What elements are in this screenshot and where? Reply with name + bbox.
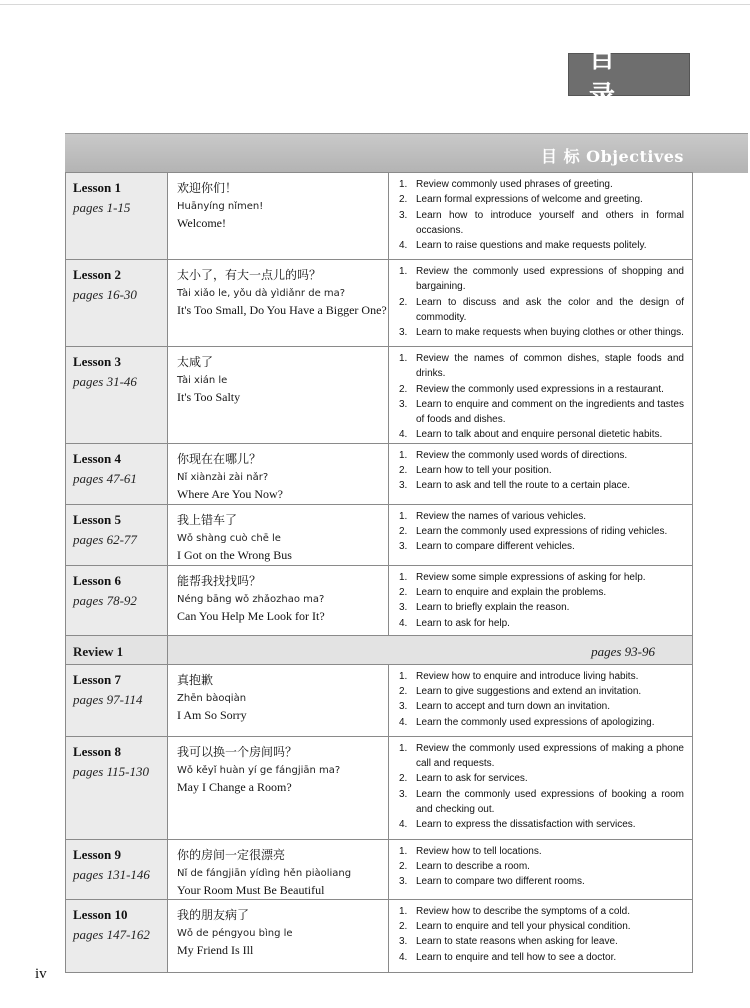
objective-number: 2. [399,194,408,206]
lesson-title-pinyin: Wǒ de péngyou bìng le [177,927,293,939]
lesson-info-cell [66,664,168,736]
objective-item [399,715,684,730]
objective-text: Learn to describe a room. [416,861,530,873]
lesson-row [66,504,693,565]
objective-number: 1. [399,179,408,190]
lesson-pages: pages 47-61 [73,470,137,486]
objectives-cell [389,443,693,504]
objective-text: Learn to enquire and comment on the ingredients and tastes of foods and dishes. [416,398,684,426]
objective-item [399,192,684,207]
objective-text: Learn to ask for services. [416,773,528,785]
objective-item [399,699,684,714]
objective-number: 3. [399,936,408,948]
objective-text: Learn to ask and tell the route to a certain place. [416,480,631,492]
lesson-row [66,443,693,504]
objective-text: Learn formal expressions of welcome and greeting. [416,194,643,206]
objective-item [399,950,684,965]
objective-item [399,539,684,554]
lesson-title-pinyin: Nǐ xiànzài zài nǎr? [177,471,269,483]
lesson-title-cell [168,260,389,347]
lesson-title-chinese: 你现在在哪儿？ [177,451,262,466]
lesson-title-chinese: 我上错车了 [177,512,238,527]
objective-text: Learn to state reasons when asking for leave. [416,936,618,948]
objective-item [399,600,684,615]
objectives-list [399,741,684,833]
lesson-info-cell [66,565,168,635]
objectives-list [399,844,684,890]
lesson-title-cell [168,899,389,972]
objective-item [399,817,684,832]
objective-number: 1. [399,845,408,857]
lesson-name: Lesson 2 [73,267,122,282]
objective-text: Review the commonly used expressions in a restaurant. [416,383,664,395]
lesson-name: Lesson 10 [73,906,128,922]
objective-text: Learn to ask for help. [416,617,510,629]
lesson-title-cell [168,839,389,899]
objectives-list [399,351,684,443]
objectives-list [399,570,684,631]
objective-text: Learn to enquire and explain the problems. [416,587,607,599]
objective-number: 1. [399,670,408,682]
lesson-title-chinese: 真抱歉 [177,672,214,687]
objective-number: 1. [399,742,408,754]
lesson-pages: pages 147-162 [73,926,150,942]
objective-item [399,264,684,295]
lesson-title-english: I Got on the Wrong Bus [177,547,292,562]
objective-text: Learn the commonly used expressions of booking a room and checking out. [416,788,684,815]
objectives-cell [389,173,693,260]
objective-number: 3. [399,398,408,410]
objective-text: Learn the commonly used expressions of apologizing. [416,716,655,728]
objective-text: Review the commonly used expressions of making a phone call and requests. [416,742,684,770]
objective-number: 1. [399,905,408,917]
objective-item [399,874,684,889]
objective-text: Learn how to tell your position. [416,465,552,477]
review-row [66,635,693,664]
lesson-title-pinyin: Tài xiǎo le, yǒu dà yìdiǎnr de ma? [177,288,346,299]
objective-number: 3. [399,701,408,713]
lesson-title-pinyin: Zhēn bàoqiàn [177,692,247,704]
page-number: iv [35,966,47,982]
lesson-title-chinese: 能帮我找找吗？ [177,573,262,588]
objective-text: Learn to raise questions and make requests politely. [416,240,647,252]
objective-item [399,524,684,539]
lesson-title-pinyin: Tài xián le [177,375,228,386]
objective-item [399,771,684,786]
objective-item [399,741,684,772]
objective-number: 2. [399,383,408,395]
objective-item [399,919,684,934]
objective-number: 1. [399,571,408,583]
lesson-info-cell [66,443,168,504]
objective-number: 2. [399,465,408,477]
objective-text: Learn to give suggestions and extend an invitation. [416,686,642,698]
lesson-name: Lesson 9 [73,846,122,862]
objective-text: Learn to express the dissatisfaction with services. [416,819,636,831]
review-name-cell [66,635,168,664]
page-title: 目 录 [568,53,690,96]
lesson-info-cell [66,347,168,444]
objective-text: Review the commonly used expressions of shopping and bargaining. [416,266,684,293]
lesson-title-pinyin: Huānyíng nǐmen! [177,201,264,212]
lesson-title-chinese: 我的朋友病了 [177,907,250,922]
lesson-row [66,173,693,260]
lesson-pages: pages 62-77 [73,531,137,547]
objective-item [399,684,684,699]
objective-number: 4. [399,617,408,629]
objective-item [399,208,684,239]
table-header-bar [65,133,748,173]
objective-text: Learn to accept and turn down an invitation. [416,701,611,713]
objective-number: 3. [399,788,408,800]
objectives-list [399,448,684,494]
objective-text: Learn how to introduce yourself and others in formal occasions. [416,209,684,236]
objective-number: 4. [399,716,408,728]
objective-number: 3. [399,209,408,221]
objective-item [399,448,684,463]
objective-number: 1. [399,449,408,461]
lesson-title-chinese: 你的房间一定很漂亮 [177,847,286,862]
lesson-title-pinyin: Néng bāng wǒ zhǎozhao ma? [177,593,325,605]
objectives-list [399,509,684,555]
objective-number: 4. [399,429,408,441]
lesson-info-cell [66,173,168,260]
lesson-name: Lesson 4 [73,450,122,466]
lesson-pages: pages 115-130 [73,763,149,779]
objective-text: Learn to talk about and enquire personal dietetic habits. [416,429,663,441]
objective-item [399,859,684,874]
objectives-cell [389,565,693,635]
lesson-title-english: Where Are You Now? [177,486,283,501]
objective-number: 2. [399,526,408,538]
lesson-title-chinese: 太小了，有大一点儿的吗？ [177,268,322,282]
objective-text: Learn to briefly explain the reason. [416,602,570,614]
objective-item [399,238,684,253]
objectives-heading: 目 标 Objectives [541,147,684,166]
objectives-cell [389,504,693,565]
objective-number: 4. [399,819,408,831]
lesson-title-cell [168,173,389,260]
lesson-title-chinese: 欢迎你们！ [177,181,238,195]
lesson-info-cell [66,899,168,972]
lesson-row [66,839,693,899]
objectives-cell [389,899,693,972]
objective-number: 3. [399,602,408,614]
objective-number: 3. [399,876,408,888]
objective-text: Learn to discuss and ask the color and the design of commodity. [416,296,684,323]
lesson-row [66,899,693,972]
lesson-row [66,347,693,444]
objective-number: 1. [399,510,408,522]
review-pages-cell [168,635,693,664]
objective-item [399,478,684,493]
objective-item [399,397,684,428]
lesson-title-english: It's Too Salty [177,390,241,404]
lesson-title-english: Welcome! [177,216,227,230]
objective-item [399,669,684,684]
lesson-info-cell [66,504,168,565]
objectives-list [399,264,684,340]
lesson-title-chinese: 太咸了 [177,355,214,369]
lesson-title-english: May I Change a Room? [177,779,292,794]
lesson-title-pinyin: Wǒ kěyǐ huàn yí ge fángjiān ma? [177,764,341,776]
objective-text: Review how to describe the symptoms of a cold. [416,905,630,917]
review-pages: pages 93-96 [591,643,655,659]
lesson-title-pinyin: Wǒ shàng cuò chē le [177,532,281,544]
objective-number: 4. [399,951,408,963]
objective-number: 2. [399,686,408,698]
objective-item [399,177,684,192]
objective-number: 3. [399,541,408,553]
lesson-row [66,736,693,839]
objective-text: Learn to compare different vehicles. [416,541,575,553]
objective-item [399,570,684,585]
objective-text: Learn to make requests when buying clothes or other things. [416,327,684,339]
objectives-cell [389,347,693,444]
lesson-pages: pages 31-46 [73,374,137,389]
objective-text: Review how to tell locations. [416,845,542,857]
lesson-row [66,260,693,347]
objective-number: 1. [399,353,408,364]
lesson-pages: pages 16-30 [73,287,137,302]
lesson-title-english: Can You Help Me Look for It? [177,608,325,623]
lesson-name: Lesson 5 [73,511,122,527]
objectives-list [399,669,684,730]
objective-item [399,585,684,600]
lesson-info-cell [66,839,168,899]
lesson-info-cell [66,736,168,839]
objective-text: Learn to enquire and tell how to see a doctor. [416,951,617,963]
review-name: Review 1 [73,643,124,659]
lesson-title-cell [168,347,389,444]
objective-number: 1. [399,266,408,277]
objective-number: 2. [399,587,408,599]
objective-item [399,382,684,397]
lesson-pages: pages 131-146 [73,866,150,882]
lesson-title-cell [168,664,389,736]
lesson-name: Lesson 8 [73,743,122,759]
lesson-pages: pages 78-92 [73,592,137,608]
objective-item [399,325,684,340]
lesson-title-cell [168,443,389,504]
lesson-pages: pages 1-15 [73,200,131,215]
objective-text: Review how to enquire and introduce living habits. [416,670,639,682]
objective-text: Review commonly used phrases of greeting. [416,179,613,190]
lesson-title-pinyin: Nǐ de fángjiān yídìng hěn piàoliang [177,867,352,879]
lesson-title-chinese: 我可以换一个房间吗？ [177,744,298,759]
objective-item [399,463,684,478]
objectives-cell [389,260,693,347]
objectives-cell [389,736,693,839]
objective-number: 3. [399,327,408,339]
lesson-name: Lesson 6 [73,572,122,588]
lesson-title-english: It's Too Small, Do You Have a Bigger One? [177,303,387,317]
lesson-name: Lesson 1 [73,180,122,195]
lesson-row [66,664,693,736]
lesson-pages: pages 97-114 [73,691,143,707]
objective-item [399,904,684,919]
lesson-title-english: Your Room Must Be Beautiful [177,882,325,897]
objective-number: 2. [399,296,408,308]
lesson-title-cell [168,565,389,635]
objectives-cell [389,664,693,736]
contents-table [65,172,693,973]
objective-number: 2. [399,861,408,873]
objective-text: Review the names of various vehicles. [416,510,587,522]
lesson-name: Lesson 7 [73,671,122,687]
objective-text: Learn the commonly used expressions of riding vehicles. [416,526,668,538]
objective-text: Review some simple expressions of asking for help. [416,571,646,583]
objective-number: 2. [399,921,408,933]
lesson-row [66,565,693,635]
objective-item [399,934,684,949]
objective-text: Learn to enquire and tell your physical condition. [416,921,631,933]
objective-text: Review the commonly used words of directions. [416,449,628,461]
lesson-title-english: I Am So Sorry [177,707,247,722]
top-rule [0,4,750,5]
lesson-info-cell [66,260,168,347]
objective-item [399,787,684,818]
objective-text: Learn to compare two different rooms. [416,876,585,888]
lesson-title-english: My Friend Is Ill [177,942,254,957]
objective-number: 2. [399,773,408,785]
objective-item [399,427,684,442]
lesson-name: Lesson 3 [73,354,122,369]
lesson-title-cell [168,736,389,839]
objectives-cell [389,839,693,899]
objective-number: 3. [399,480,408,492]
objective-item [399,844,684,859]
objective-item [399,616,684,631]
objective-item [399,351,684,382]
objectives-list [399,177,684,253]
objective-item [399,295,684,326]
objective-number: 4. [399,240,408,252]
lesson-title-cell [168,504,389,565]
objectives-list [399,904,684,965]
objective-text: Review the names of common dishes, staple foods and drinks. [416,353,684,380]
objective-item [399,509,684,524]
